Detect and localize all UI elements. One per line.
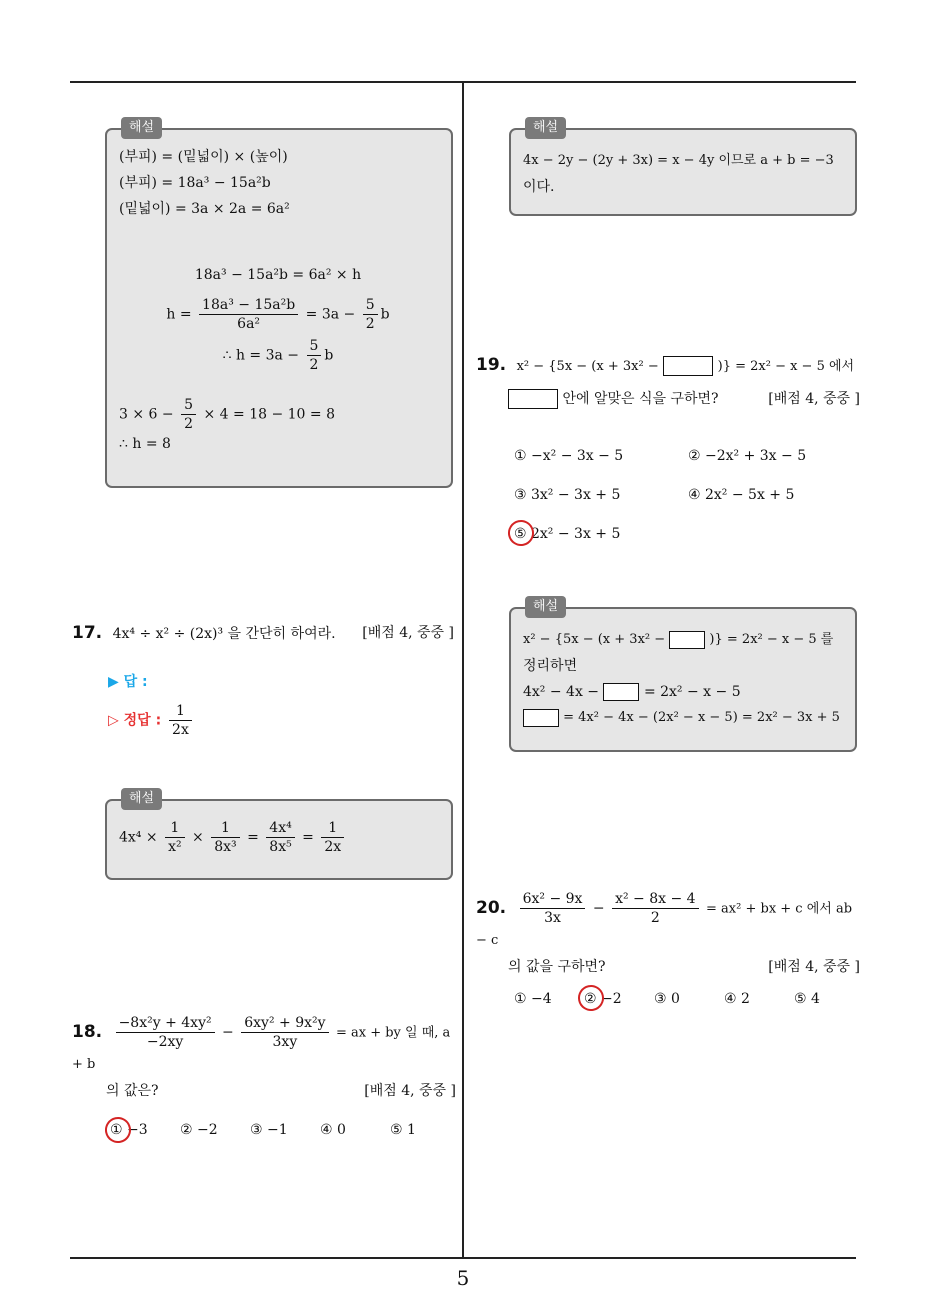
option-4[interactable]: ④ 0 bbox=[320, 1122, 346, 1138]
option-1[interactable]: ① −x² − 3x − 5 bbox=[514, 448, 624, 464]
option-2[interactable]: ② −2 bbox=[584, 991, 622, 1007]
solution-line: 이다. bbox=[523, 179, 555, 195]
fraction: $\frac{5}{2}$ bbox=[363, 296, 378, 333]
answer-circle-mark bbox=[103, 1115, 134, 1146]
option-3[interactable]: ③ 0 bbox=[654, 991, 680, 1007]
solution-equation: h = $\frac{\text{18a³ − 15a²b}}{\text{6a²}}$ = 3a − $\frac{5}{2}$ b bbox=[166, 297, 390, 332]
fraction: $\frac{\text{6x² − 9x}}{3x}$ bbox=[520, 890, 586, 927]
option-5[interactable]: ⑤ 1 bbox=[390, 1122, 416, 1138]
answer-blank bbox=[523, 709, 559, 727]
question-number: 18. bbox=[72, 1021, 103, 1042]
solution-equation: = 4x² − 4x − (2x² − x − 5) = 2x² − 3x + 5 bbox=[523, 705, 841, 731]
option-3[interactable]: ③ 3x² − 3x + 5 bbox=[514, 487, 621, 503]
solution-line: 정리하면 bbox=[523, 658, 578, 674]
solution-equation: x² − {5x − (x + 3x² − )} = 2x² − x − 5 를 bbox=[523, 632, 834, 647]
question-number: 17. bbox=[72, 623, 103, 643]
page-number: 5 bbox=[456, 1266, 470, 1290]
question-text: 4x⁴ ÷ x² ÷ (2x)³ 을 간단히 하여라. bbox=[112, 626, 336, 642]
question-18: 18. $\frac{\text{−8x²y + 4xy²}}{-2xy}$ − $\frac{\text{6xy² + 9x²y}}{3xy}$ = ax + by 일 때, a + b 의 값은? [배점 4, 중중 ] bbox=[72, 1014, 456, 1104]
answer-circle-mark bbox=[506, 518, 537, 549]
solution-tag: 해설 bbox=[525, 117, 566, 139]
question-19 bbox=[476, 352, 860, 412]
solution-line: ∴ h = 8 bbox=[119, 436, 171, 452]
equation-text: ∴ h = 3a − bbox=[222, 347, 300, 364]
solution-line: (밑넓이) = 3a × 2a = 6a² bbox=[119, 201, 290, 217]
fraction: $\frac{\text{−8x²y + 4xy²}}{-2xy}$ bbox=[116, 1014, 215, 1051]
question-number: 20. bbox=[476, 897, 507, 918]
option-1[interactable]: ① −4 bbox=[514, 991, 552, 1007]
answer-blank bbox=[663, 356, 713, 376]
fraction: $\frac{\text{4x⁴}}{\text{8x⁵}}$ bbox=[266, 819, 294, 856]
question-text: 안에 알맞은 식을 구하면? bbox=[562, 391, 719, 407]
solution-equation: 4x⁴ × $\frac{1}{\text{x²}}$ × $\frac{1}{\text{8x³}}$ = $\frac{\text{4x⁴}}{\text{8x⁵}}$ = $\frac{1}{2x}$ bbox=[119, 819, 437, 856]
solution-box-17 bbox=[105, 791, 453, 880]
bottom-rule bbox=[70, 1257, 856, 1259]
fraction: $\frac{1}{2x}$ bbox=[321, 819, 344, 856]
solution-line: (부피) = 18a³ − 15a²b bbox=[119, 175, 271, 191]
solution-equation: 4x² − 4x − = 2x² − x − 5 bbox=[523, 684, 741, 700]
fraction: $\frac{1}{\text{8x³}}$ bbox=[211, 819, 239, 856]
solution-equation: ∴ h = 3a − $\frac{5}{2}$ b bbox=[222, 338, 334, 373]
answer-circle-mark bbox=[576, 983, 607, 1014]
question-number: 19. bbox=[476, 355, 507, 375]
question-text: )} = 2x² − x − 5 에서 bbox=[717, 359, 855, 374]
equation-text: h = bbox=[166, 306, 192, 323]
option-4[interactable]: ④ 2x² − 5x + 5 bbox=[688, 487, 795, 503]
option-5[interactable]: ⑤ 4 bbox=[794, 991, 820, 1007]
solution-tag: 해설 bbox=[525, 596, 566, 618]
option-2[interactable]: ② −2x² + 3x − 5 bbox=[688, 448, 807, 464]
option-1[interactable]: ① −3 bbox=[110, 1122, 148, 1138]
solution-line: 18a³ − 15a²b = 6a² × h bbox=[194, 267, 362, 283]
question-text: = ax² + bx + c 에서 ab − c bbox=[476, 901, 853, 948]
correct-answer: ▷ 정답 : $\frac{1}{2x}$ bbox=[108, 702, 195, 739]
solution-box-18 bbox=[509, 120, 857, 216]
answer-label: ▶ 답 : bbox=[108, 674, 148, 690]
fraction: $\frac{1}{\text{x²}}$ bbox=[165, 819, 185, 856]
question-meta: [배점 4, 중중 ] bbox=[768, 391, 860, 407]
solution-tag: 해설 bbox=[121, 117, 162, 139]
question-text: = ax + by 일 때, a + b bbox=[72, 1025, 451, 1072]
equation-text: = 3a − bbox=[305, 306, 356, 323]
answer-blank bbox=[669, 631, 705, 649]
solution-box-16 bbox=[105, 120, 453, 488]
solution-line: 4x − 2y − (2y + 3x) = x − 4y 이므로 a + b = −3 bbox=[523, 153, 834, 168]
fraction: $\frac{\text{x² − 8x − 4}}{2}$ bbox=[612, 890, 698, 927]
solution-tag: 해설 bbox=[121, 788, 162, 810]
question-meta: [배점 4, 중중 ] bbox=[768, 959, 860, 975]
option-4[interactable]: ④ 2 bbox=[724, 991, 750, 1007]
solution-box-19 bbox=[509, 599, 857, 752]
solution-equation: 3 × 6 − $\frac{5}{2}$ × 4 = 18 − 10 = 8 bbox=[119, 397, 335, 432]
answer-blank bbox=[508, 389, 558, 409]
option-2[interactable]: ② −2 bbox=[180, 1122, 218, 1138]
fraction: $\frac{\text{6xy² + 9x²y}}{3xy}$ bbox=[241, 1014, 328, 1051]
fraction: $\frac{1}{2x}$ bbox=[169, 702, 192, 739]
answer-blank bbox=[603, 683, 639, 701]
column-divider bbox=[462, 83, 464, 1257]
fraction: $\frac{5}{2}$ bbox=[181, 396, 196, 433]
question-text: 의 값을 구하면? bbox=[508, 959, 606, 975]
fraction: $\frac{5}{2}$ bbox=[307, 337, 322, 374]
question-20: 20. $\frac{\text{6x² − 9x}}{3x}$ − $\frac{\text{x² − 8x − 4}}{2}$ = ax² + bx + c 에서 ab − c 의 값을 구하면? [배점 4, 중중 ] bbox=[476, 890, 860, 980]
question-17 bbox=[72, 620, 454, 647]
option-5[interactable]: ⑤ 2x² − 3x + 5 bbox=[514, 526, 621, 542]
question-meta: [배점 4, 중중 ] bbox=[362, 625, 454, 641]
question-meta: [배점 4, 중중 ] bbox=[364, 1083, 456, 1099]
question-text: x² − {5x − (x + 3x² − bbox=[516, 359, 659, 374]
question-text: 의 값은? bbox=[106, 1083, 159, 1099]
fraction: $\frac{\text{18a³ − 15a²b}}{\text{6a²}}$ bbox=[199, 296, 298, 333]
option-3[interactable]: ③ −1 bbox=[250, 1122, 288, 1138]
solution-line: (부피) = (밑넓이) × (높이) bbox=[119, 149, 288, 165]
